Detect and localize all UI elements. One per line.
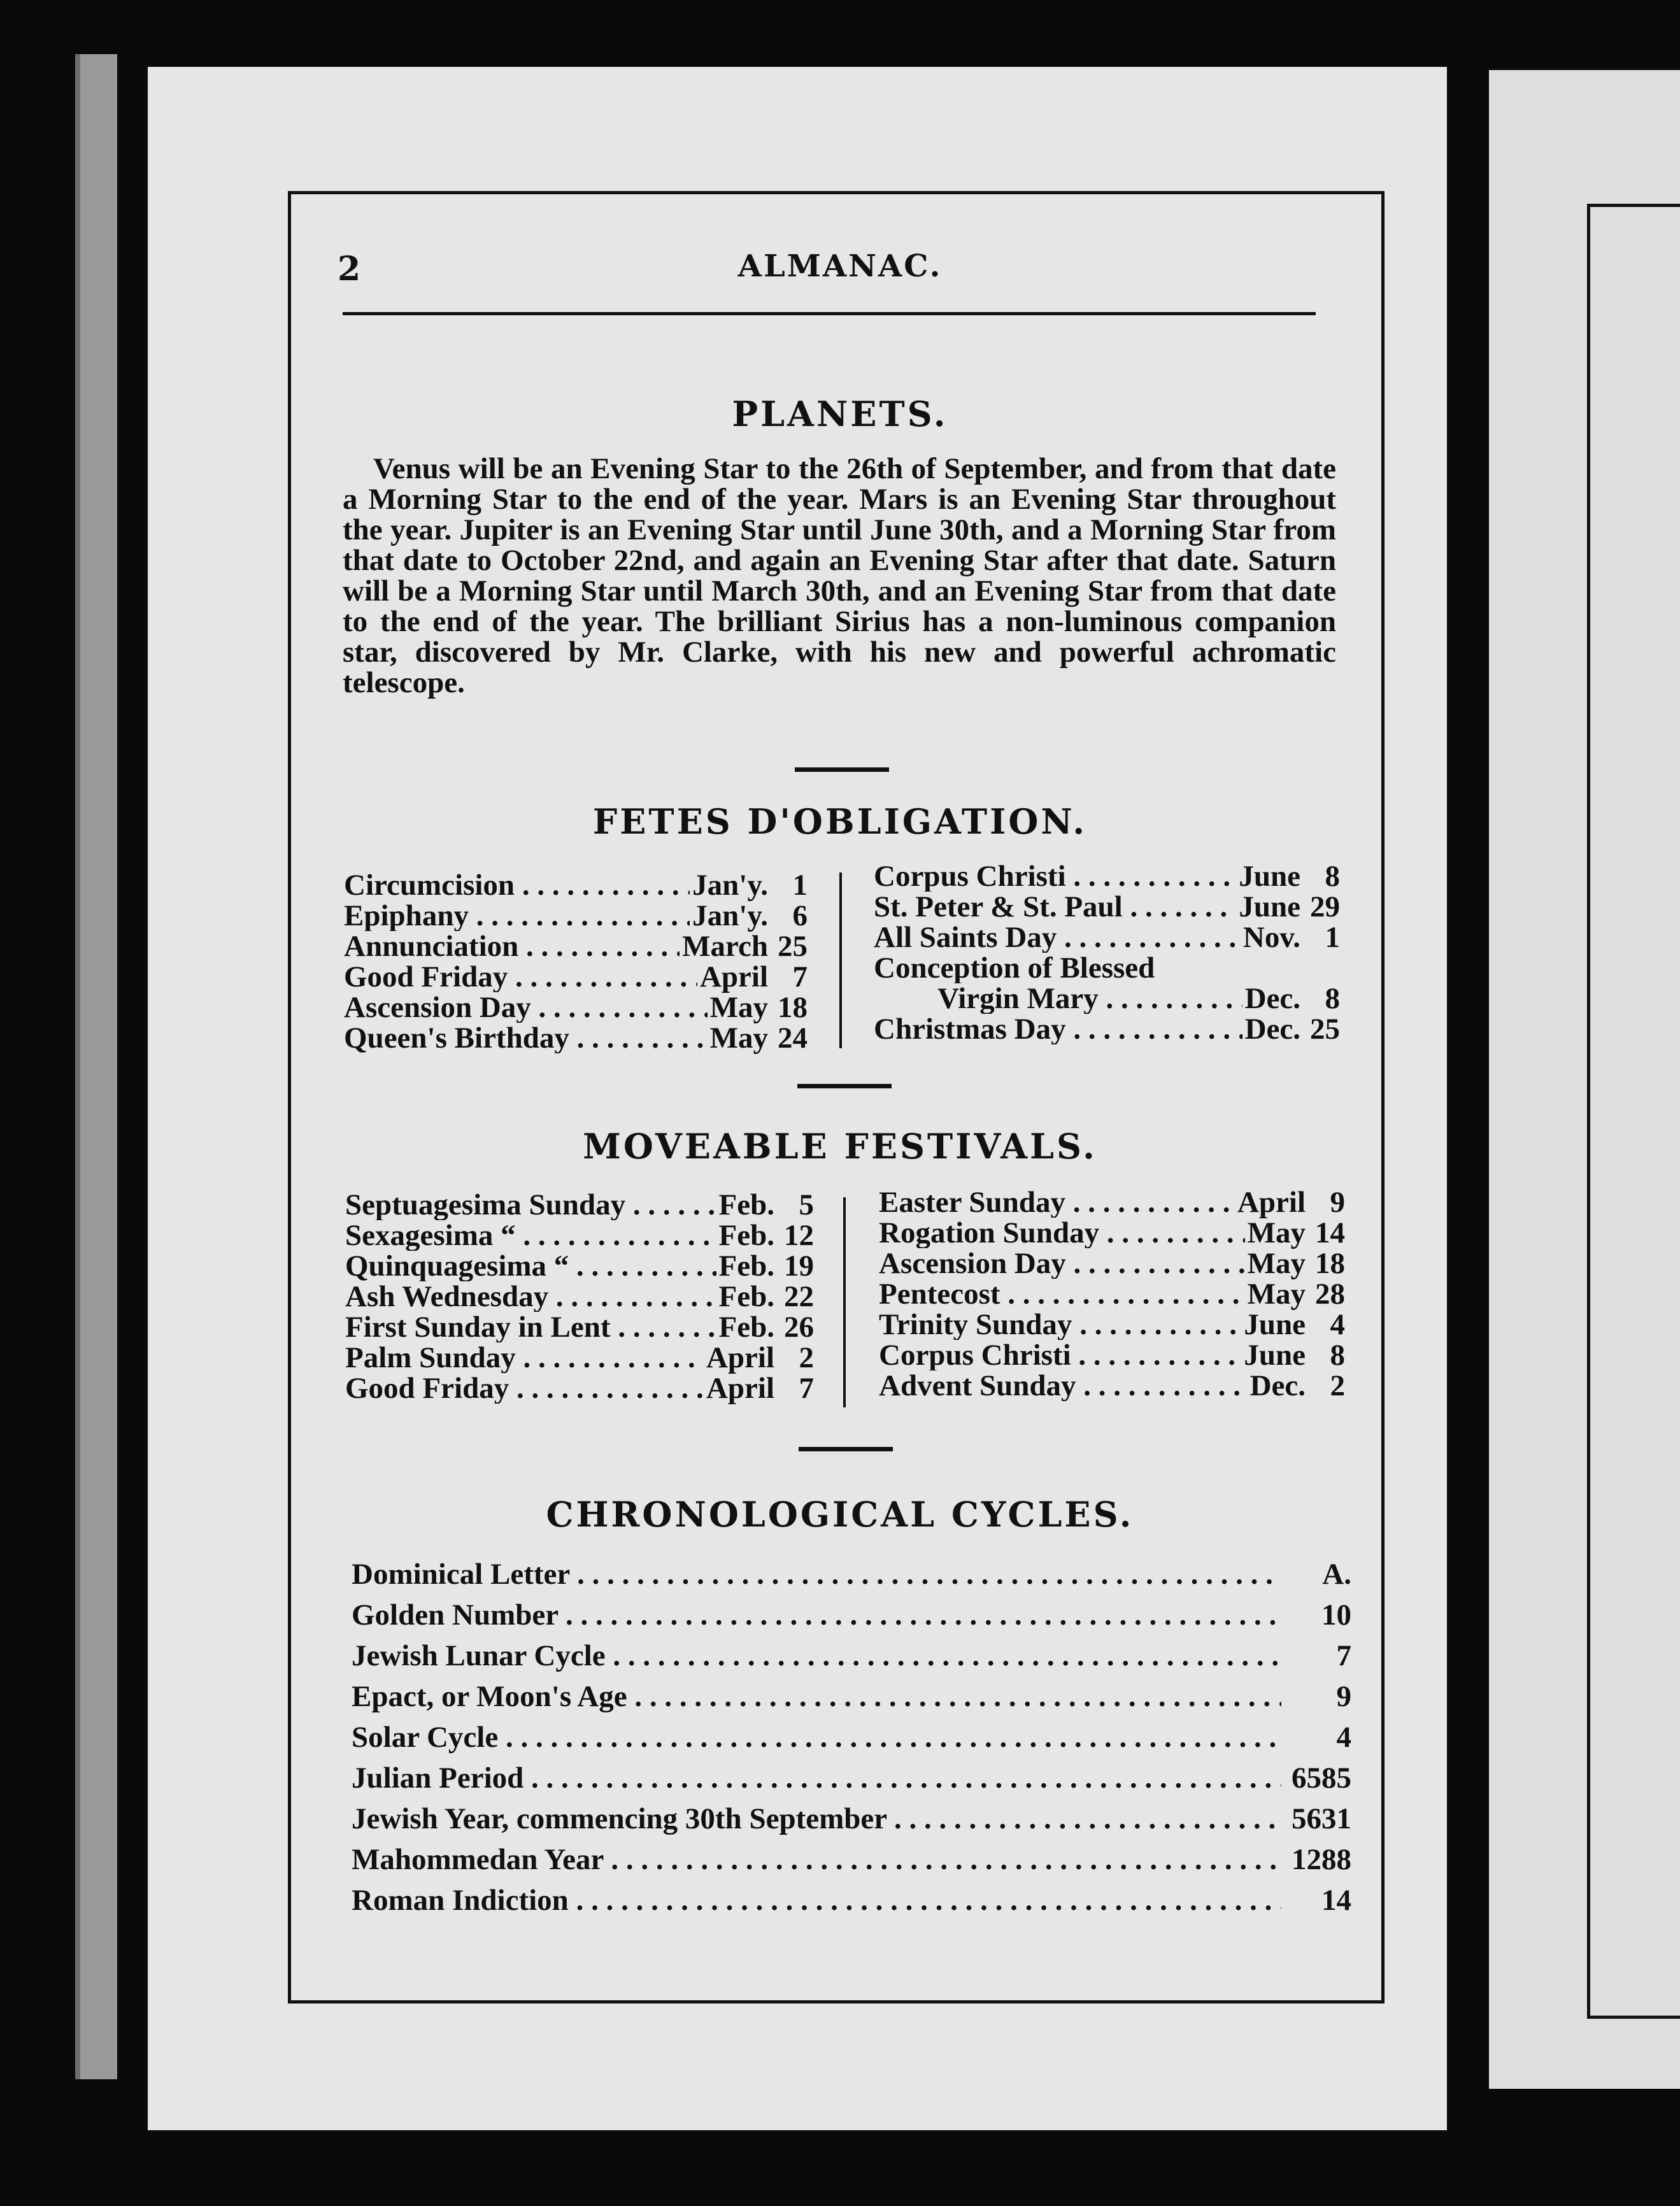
festival-day: 22 [784,1280,814,1313]
cycle-value: A. [1322,1558,1351,1591]
festival-name: Virgin Mary . . . [874,983,1242,1014]
cycle-row [352,1595,1351,1635]
cycle-name: Jewish Year, commencing 30th September . . . [352,1798,1281,1839]
festival-row [344,900,808,931]
cycle-value: 14 [1321,1884,1351,1917]
festival-day: 8 [1330,1339,1345,1372]
festival-month: Feb. [718,1249,774,1283]
moveable-left-column [345,1190,814,1404]
festival-name: Advent Sunday . . . [879,1370,1248,1401]
section-divider [799,1447,893,1451]
festival-row [344,870,808,900]
festival-day: 18 [1315,1247,1345,1280]
column-divider [839,872,842,1048]
cycle-row [352,1758,1351,1798]
festival-day: 8 [1325,860,1340,893]
festival-month: Jan'y. [692,899,768,932]
festival-day: 25 [1310,1013,1340,1046]
festival-day: 9 [1330,1186,1345,1219]
facing-page-border [1587,204,1680,2019]
planets-title: PLANETS. [732,394,948,434]
fetes-title: FETES D'OBLIGATION. [592,801,1088,842]
festival-day: 12 [784,1219,814,1252]
cycle-name: Golden Number . . . [352,1595,1281,1635]
cycle-row [352,1554,1351,1595]
festival-day: 14 [1315,1216,1345,1249]
festival-row [345,1190,814,1220]
section-divider [795,767,889,772]
festival-month: June [1244,1339,1306,1372]
festival-month: June [1244,1308,1306,1341]
festival-row [874,861,1340,892]
festival-row [345,1373,814,1404]
festival-row [879,1218,1345,1248]
festival-row [879,1279,1345,1309]
running-title: ALMANAC. [737,248,943,284]
cycle-value: 1288 [1292,1843,1351,1876]
book-spine-edge [75,54,117,2079]
festival-row [879,1187,1345,1218]
header-rule [343,312,1316,315]
festival-row [344,931,808,962]
festival-name: Quinquagesima “ . . . [345,1251,716,1281]
festival-name: Pentecost . . . [879,1279,1245,1309]
festival-row [345,1342,814,1373]
cycle-row [352,1635,1351,1676]
cycle-row [352,1717,1351,1758]
festival-row [874,892,1340,922]
festival-month: Feb. [718,1188,774,1221]
moveable-title: MOVEABLE FESTIVALS. [583,1126,1097,1167]
festival-month: May [1247,1216,1306,1249]
cycle-name: Julian Period . . . [352,1758,1281,1798]
festival-name: Epiphany . . . [344,900,690,931]
festival-row [874,1014,1340,1044]
festival-row [344,1023,808,1053]
cycles-title: CHRONOLOGICAL CYCLES. [546,1494,1134,1535]
festival-day: 25 [778,930,808,963]
festival-row [344,962,808,992]
cycle-row [352,1839,1351,1880]
section-divider [797,1084,892,1088]
festival-month: May [709,991,768,1024]
festival-row [879,1370,1345,1401]
festival-month: April [1237,1186,1306,1219]
festival-day: 26 [784,1311,814,1344]
festival-name: Queen's Birthday . . . [344,1023,708,1053]
festival-day: 6 [792,899,808,932]
festival-day: 7 [792,960,808,993]
festival-name: Christmas Day . . . [874,1014,1242,1044]
festival-name: Circumcision . . . [344,870,690,900]
festival-name: Ash Wednesday . . . [345,1281,716,1312]
cycle-name: Dominical Letter . . . [352,1554,1281,1595]
cycle-value: 6585 [1292,1761,1351,1795]
festival-name: All Saints Day . . . [874,922,1241,953]
cycle-name: Mahommedan Year . . . [352,1839,1281,1880]
cycle-value: 5631 [1292,1802,1351,1835]
festival-name: Corpus Christi . . . [879,1340,1241,1370]
cycle-value: 4 [1336,1721,1351,1754]
festival-name: Ascension Day . . . [879,1248,1245,1279]
festival-month: Feb. [718,1219,774,1252]
festival-row [874,953,1340,983]
festival-month: Dec. [1244,982,1300,1015]
moveable-right-column [879,1187,1345,1401]
festival-name: Corpus Christi . . . [874,861,1236,892]
planets-paragraph: Venus will be an Evening Star to the 26th of September, and from that date a Morning Star to the end of the year. Mars is an Evening Star throughout the year. Jupiter is an Evening Star until June 30th, and a Morning Star from that date to October 22nd, and again an Evening Star after that date. Saturn will be a Morning Star until March 30th, and an Evening Star from that date to the end of the year. The brilliant Sirius has a non-luminous companion star, discovered by Mr. Clarke, with his new and powerful achromatic telescope. [343,452,1336,699]
festival-day: 1 [1325,921,1340,954]
cycle-name: Epact, or Moon's Age . . . [352,1676,1281,1717]
festival-name: Easter Sunday . . . [879,1187,1235,1218]
festival-month: May [1247,1247,1306,1280]
cycle-name: Solar Cycle . . . [352,1717,1281,1758]
festival-day: 28 [1315,1277,1345,1311]
festival-row [344,992,808,1023]
cycles-table [352,1554,1351,1921]
cycle-value: 9 [1336,1680,1351,1713]
festival-day: 5 [799,1188,814,1221]
festival-row [879,1340,1345,1370]
festival-name: Septuagesima Sunday . . . [345,1190,716,1220]
cycle-value: 7 [1336,1639,1351,1672]
festival-month: Jan'y. [692,869,768,902]
cycle-name: Jewish Lunar Cycle . . . [352,1635,1281,1676]
festival-name: Ascension Day . . . [344,992,708,1023]
cycle-row [352,1676,1351,1717]
festival-name: Sexagesima “ . . . [345,1220,716,1251]
festival-row [874,983,1340,1014]
cycle-row [352,1880,1351,1921]
festival-name: Rogation Sunday . . . [879,1218,1245,1248]
festival-row [879,1309,1345,1340]
festival-month: Nov. [1242,921,1300,954]
festival-name: St. Peter & St. Paul . . . [874,892,1236,922]
festival-month: April [699,960,768,993]
page-number: 2 [338,250,361,288]
festival-name: Annunciation . . . [344,931,680,962]
festival-month: Dec. [1249,1369,1306,1402]
festival-day: 8 [1325,982,1340,1015]
festival-month: April [706,1372,774,1405]
festival-month: June [1239,890,1300,923]
festival-name: Trinity Sunday . . . [879,1309,1241,1340]
festival-day: 29 [1310,890,1340,923]
festival-month: Dec. [1244,1013,1300,1046]
festival-name: Good Friday . . . [344,962,697,992]
fetes-left-column [344,870,808,1053]
festival-month: May [709,1021,768,1055]
festival-row [345,1220,814,1251]
festival-month: April [706,1341,774,1374]
festival-name: Good Friday . . . [345,1373,704,1404]
festival-row [874,922,1340,953]
cycle-row [352,1798,1351,1839]
festival-name: Conception of Blessed [874,953,1155,983]
festival-day: 2 [799,1341,814,1374]
festival-name: First Sunday in Lent . . . [345,1312,716,1342]
festival-day: 4 [1330,1308,1345,1341]
cycle-value: 10 [1321,1598,1351,1632]
column-divider [843,1197,846,1407]
festival-month: June [1239,860,1300,893]
festival-day: 2 [1330,1369,1345,1402]
festival-month: May [1247,1277,1306,1311]
festival-day: 19 [784,1249,814,1283]
fetes-right-column [874,861,1340,1044]
cycle-name: Roman Indiction . . . [352,1880,1281,1921]
festival-day: 7 [799,1372,814,1405]
festival-month: Feb. [718,1311,774,1344]
festival-day: 24 [778,1021,808,1055]
festival-month: Feb. [718,1280,774,1313]
festival-row [345,1281,814,1312]
festival-month: March [682,930,768,963]
festival-row [879,1248,1345,1279]
festival-name: Palm Sunday . . . [345,1342,704,1373]
festival-day: 1 [792,869,808,902]
festival-day: 18 [778,991,808,1024]
festival-row [345,1251,814,1281]
festival-row [345,1312,814,1342]
